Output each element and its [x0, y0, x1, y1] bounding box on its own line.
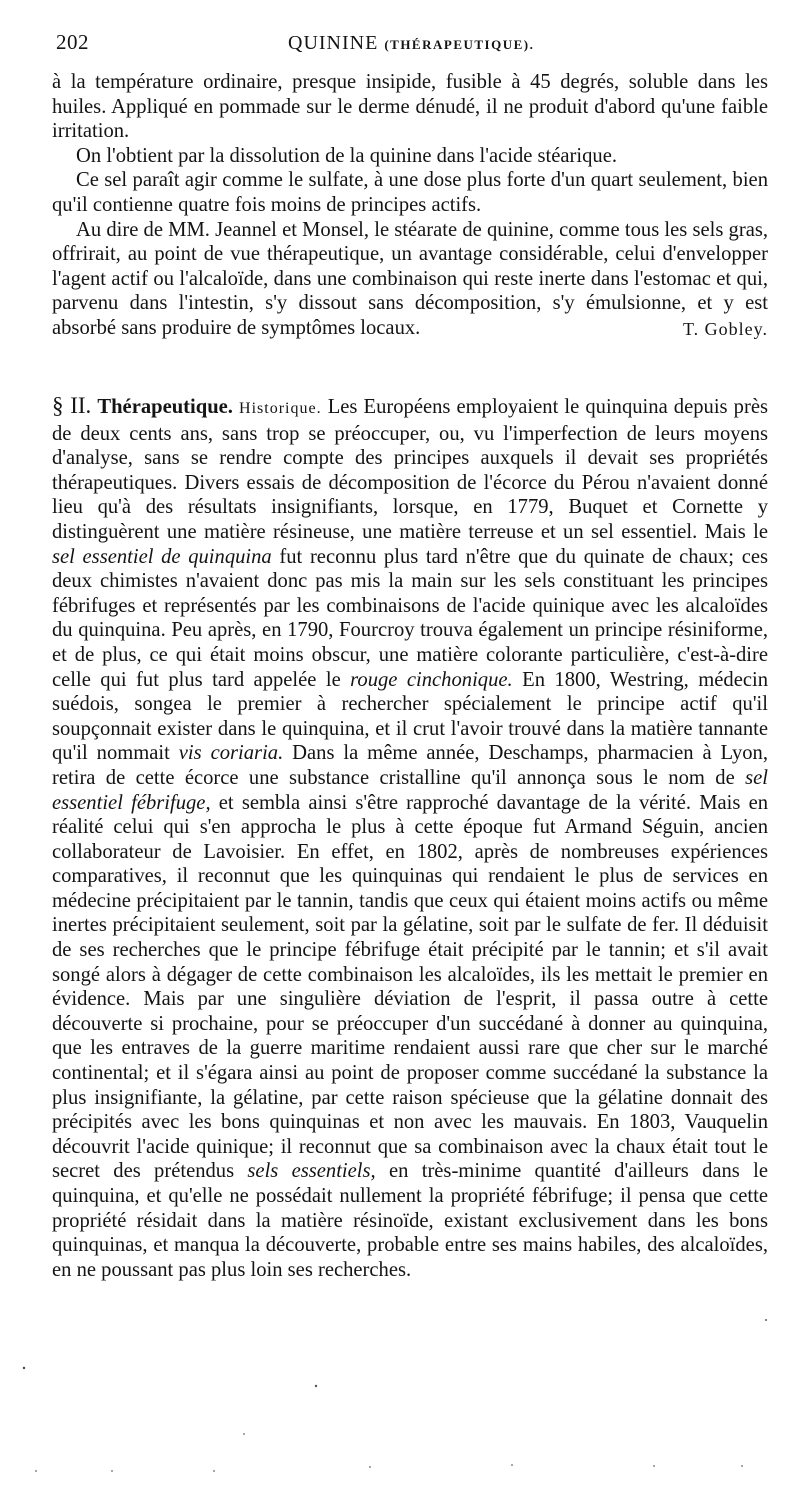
scan-speck — [765, 1319, 767, 1321]
section-mark: § II. — [52, 393, 92, 418]
paragraph-dosage: Ce sel paraît agir comme le sulfate, à une dose plus forte d'un quart seulement, bien qu'il contienne quatre fois moins de principes actifs. — [52, 169, 768, 216]
scan-speck — [213, 1470, 215, 1472]
page-number: 202 — [56, 30, 89, 54]
paragraph-advantage-text: Au dire de MM. Jeannel et Monsel, le stéarate de quinine, comme tous les sels gras, offrirait, au point de vue thérapeutique, un avantage considérable, celui d'envelopper l'agent actif ou l'alcaloïde, dans une combinaison qui reste inerte dans l'estomac et qui, parvenu dans l'intestin, s'y dissout sans décomposition, s'y émulsionne, et y est absorbé sans produire de symptômes locaux. — [52, 218, 768, 339]
running-head-title: QUININE — [288, 32, 379, 54]
text-run: Dans la même année, Deschamps, pharmacien à Lyon, retira de cette écorce une substance cristalline qu'il annonça sous le nom de — [52, 742, 768, 789]
scan-speck — [23, 1367, 25, 1369]
section-subheading: Historique. — [239, 400, 322, 417]
scan-speck — [741, 1465, 743, 1467]
scan-speck — [243, 1433, 245, 1435]
author-signature: T. Gobley. — [683, 318, 768, 339]
scan-speck — [35, 1470, 37, 1472]
text-run: En 1800, Westring, médecin suédois, songea le premier à rechercher spécialement le principe actif qu'il soupçonnait exister dans le quinquina, et il crut l'avoir trouvé dans la matière tannante qu'il nommait — [52, 668, 768, 765]
italic-term: rouge cinchonique. — [350, 668, 513, 691]
section-heading: Thérapeutique. — [97, 396, 233, 418]
italic-term: vis coriaria. — [178, 742, 284, 765]
text-run: Les Européens employaient le quinquina depuis près de deux cents ans, sans trop se préoccuper, ou, vu l'imperfection de leurs moyens d'analyse, sans se rendre compte des principes auxquels il devait ses propriétés thérapeutiques. Divers essais de décomposition de l'écorce du Pérou n'avaient donné lieu qu'à des résultats insignifiants, lorsque, en 1779, Buquet et Cornette y distinguèrent une matière résineuse, une matière terreuse et un sel essentiel. Mais le — [52, 396, 768, 543]
scan-speck — [111, 1470, 113, 1472]
scan-speck — [511, 1464, 513, 1466]
text-run: en très-minime quantité d'ailleurs dans le quinquina, et qu'elle ne possédait nullement la propriété fébrifuge; il pensa que cette propriété résidait dans la matière résinoïde, existant exclusivement dans les bons quinquinas, et manqua la découverte, probable entre ses mains habiles, des alcaloïdes, en ne poussant pas plus loin ses recherches. — [52, 1160, 768, 1281]
running-head-subtitle: (THÉRAPEUTIQUE). — [384, 37, 535, 52]
scan-speck — [653, 1465, 655, 1467]
italic-term: sel essentiel de quinquina — [52, 545, 272, 568]
paragraph-preparation: On l'obtient par la dissolution de la quinine dans l'acide stéarique. — [76, 144, 618, 167]
italic-term: sels essentiels, — [247, 1160, 376, 1183]
italic-term: sel essentiel fébrifuge, — [52, 766, 768, 814]
scan-speck — [315, 1385, 317, 1387]
scan-speck — [369, 1466, 371, 1468]
paragraph-continuation: à la température ordinaire, presque insipide, fusible à 45 degrés, soluble dans les huiles. Appliqué en pommade sur le derme dénudé, il ne produit d'abord qu'une faible irritation. — [52, 71, 768, 143]
text-run: fut reconnu plus tard n'être que du quinate de chaux; ces deux chimistes n'avaient donc pas mis la main sur les sels constituant les principes fébrifuges et représentés par les combinaisons de l'acide quinique avec les alcaloïdes du quinquina. Peu après, en 1790, Fourcroy trouva également un principe résiniforme, et de plus, ce qui était moins obscur, une matière colorante particulière, c'est-à-dire celle qui fut plus tard appelée le — [52, 545, 768, 691]
text-run: et sembla ainsi s'être rapproché davantage de la vérité. Mais en réalité celui qui s'en approcha le plus à cette époque fut Armand Séguin, ancien collaborateur de Lavoisier. En effet, en 1802, après de nombreuses expériences comparatives, il reconnut que les quinquinas qui rendaient le plus de services en médecine précipitaient par le tannin, tandis que ceux qui étaient moins actifs ou même inertes précipitaient seulement, soit par la gélatine, soit par le sulfate de fer. Il déduisit de ses recherches que le principe fébrifuge était précipité par le tannin; et s'il avait songé alors à dégager de cette combinaison les alcaloïdes, ils les mettait le premier en évidence. Mais par une singulière déviation de l'esprit, il passa outre à cette découverte si prochaine, pour se préoccuper d'un succédané à donner au quinquina, que les entraves de la guerre maritime rendaient aussi rare que cher sur le marché continental; et il s'égara ainsi au point de proposer comme succédané la substance la plus insignifiante, la gélatine, par cette raison spécieuse que la gélatine donnait des précipités avec les bons quinquinas et non avec les mauvais. En 1803, Vauquelin découvrit l'acide quinique; il reconnut que sa combinaison avec la chaux était tout le secret des prétendus — [52, 791, 768, 1183]
